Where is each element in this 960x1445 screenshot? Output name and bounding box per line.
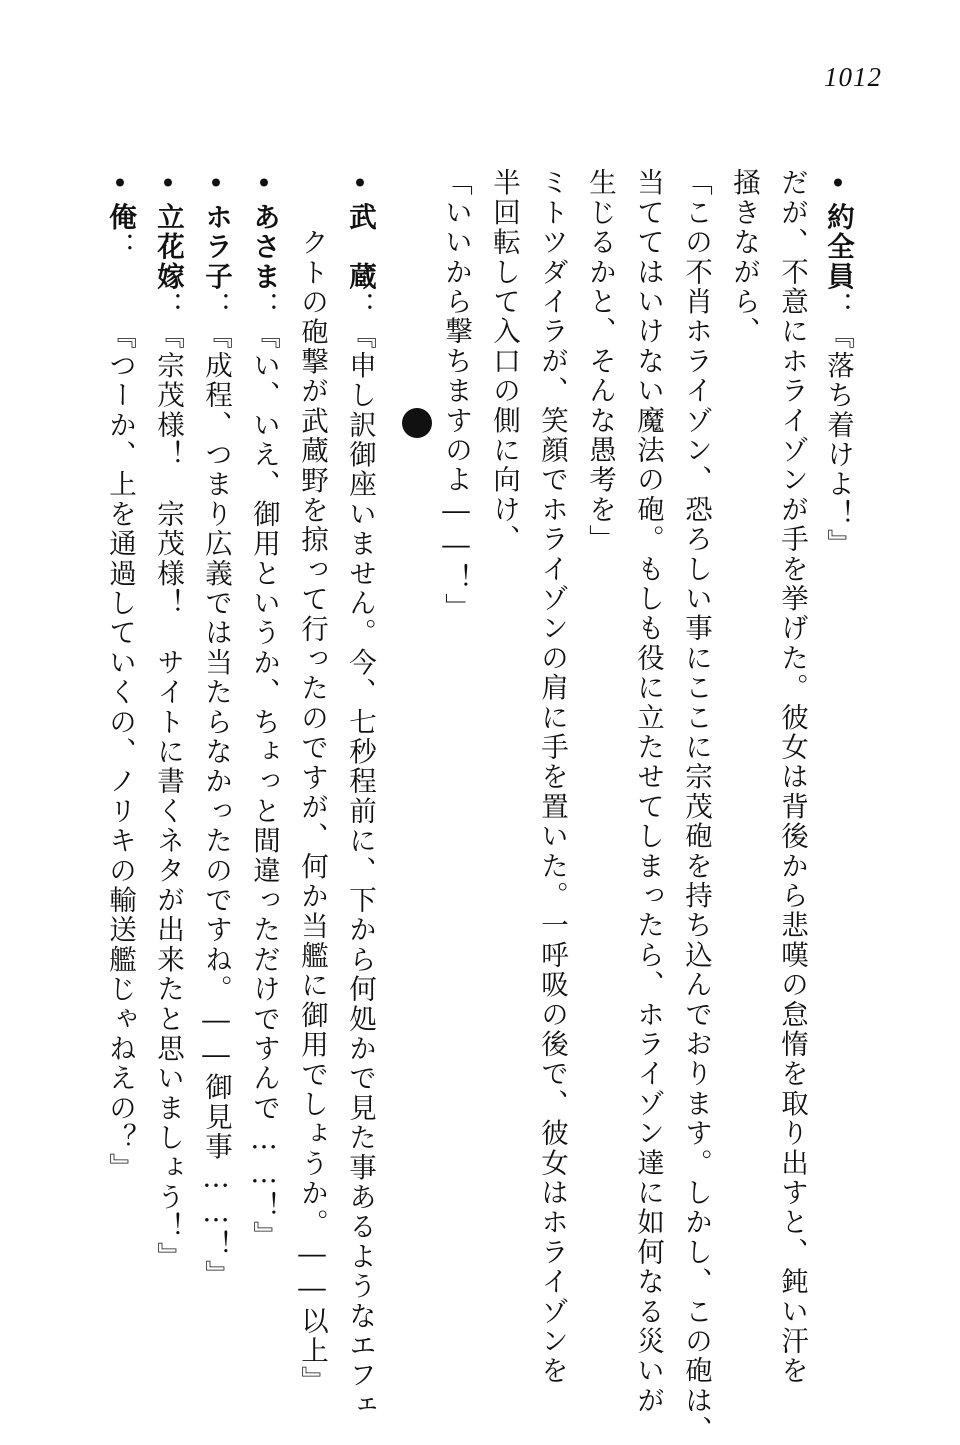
dialogue-line: 『い、いえ、御用というか、ちょっと間違っただけですんで……！』 — [248, 321, 280, 1251]
dialogue-line: 『成程、つまり広義では当たらなかったのですね。――御見事……！』 — [200, 321, 232, 1290]
text-column-8 — [484, 168, 524, 554]
speaker-colon: ： — [344, 291, 376, 322]
dialogue-line: クトの砲撃が武蔵野を掠って行ったのですが、何か当艦に御用でしょうか。――以上』 — [296, 228, 328, 1396]
speaker-colon: ： — [822, 291, 854, 322]
speaker-name: 武 蔵 — [344, 202, 376, 292]
speaker-bullet: • — [344, 168, 376, 203]
dialogue-line: 『つーか、上を通過していくの、ノリキの輸送艦じゃねえの？』 — [104, 321, 136, 1183]
dialogue-line: 『申し訳御座いません。今、七秒程前に、下から何処かで見た事あるようなエフェ — [344, 321, 376, 1420]
page-number: 1012 — [824, 62, 882, 92]
speaker-colon: ： — [152, 291, 184, 322]
text-column-15 — [100, 168, 140, 1182]
speaker-name: 俺 — [104, 202, 136, 232]
text-column-6 — [580, 168, 620, 554]
text-column-7 — [532, 168, 572, 1386]
dialogue-line: 「いいから撃ちますのよ――！」 — [440, 168, 472, 623]
speaker-colon: ： — [200, 291, 232, 322]
text-column-10 — [340, 168, 380, 1420]
dialogue-line: 『宗茂様！ 宗茂様！ サイトに書くネタが出来たと思いましょう！』 — [152, 321, 184, 1272]
text-column-3 — [724, 168, 764, 346]
speaker-colon: ： — [104, 231, 136, 262]
text-column-9 — [436, 168, 476, 623]
text-column-4 — [676, 168, 716, 1445]
speaker-bullet: • — [200, 168, 232, 203]
text-column-2 — [772, 168, 812, 1386]
dialogue-line: 当ててはいけない魔法の砲。もしも役に立たせてしまったら、ホライゾン達に如何なる災いが — [632, 168, 664, 1416]
speaker-bullet: • — [248, 168, 280, 203]
speaker-name: あさま — [248, 202, 280, 292]
text-column-1 — [818, 168, 858, 559]
scene-break-dot — [402, 408, 432, 438]
text-column-13 — [196, 168, 236, 1289]
dialogue-line: 「この不肖ホライゾン、恐ろしい事にここに宗茂砲を持ち込んでおります。しかし、この砲は、 — [680, 168, 712, 1445]
dialogue-line: 生じるかと、そんな愚考を」 — [584, 168, 616, 555]
narration-line: ミトツダイラが、笑顔でホライゾンの肩に手を置いた。一呼吸の後で、彼女はホライゾンを — [536, 168, 568, 1386]
speaker-colon: ： — [248, 291, 280, 322]
speaker-name: ホラ子 — [200, 202, 232, 292]
text-column-11 — [292, 228, 332, 1395]
text-column-14 — [148, 168, 188, 1271]
speaker-bullet: • — [104, 168, 136, 203]
speaker-name: 約全員 — [822, 202, 854, 292]
text-column-5 — [628, 168, 668, 1415]
text-column-12 — [244, 168, 284, 1251]
speaker-bullet: • — [152, 168, 184, 203]
narration-line: 掻きながら、 — [728, 168, 760, 347]
speaker-name: 立花嫁 — [152, 202, 184, 292]
narration-line: だが、不意にホライゾンが手を挙げた。彼女は背後から悲嘆の怠惰を取り出すと、鈍い汗を — [776, 168, 808, 1386]
speaker-bullet: • — [822, 168, 854, 203]
narration-line: 半回転して入口の側に向け、 — [488, 168, 520, 555]
dialogue-line: 『落ち着けよ！』 — [822, 321, 854, 559]
